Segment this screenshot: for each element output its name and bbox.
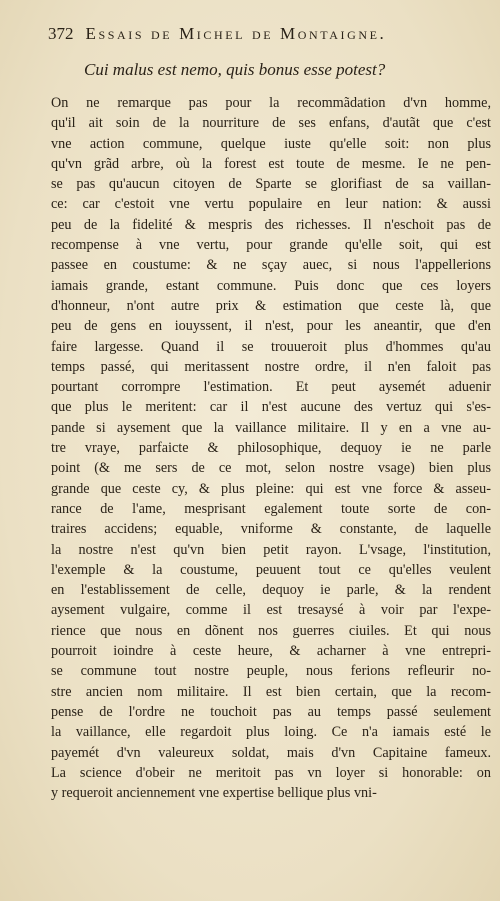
- text-line: faire largesse. Quand il se trouueroit plus d'hommes qu'au: [51, 338, 491, 355]
- text-line: pande si aysement que la vaillance militaire. Il y en a vne au-: [51, 419, 491, 436]
- latin-epigraph: Cui malus est nemo, quis bonus esse potest?: [84, 60, 386, 79]
- text-line: La science d'obeir ne meritoit pas vn loyer si honorable: on: [51, 764, 491, 781]
- page-header: [48, 24, 468, 44]
- text-line: aysement vulgaire, comme il est tresaysé à voir par l'expe-: [51, 602, 491, 619]
- text-line: la vaillance, elle regardoit plus loing. Ce n'a iamais esté le: [51, 724, 491, 741]
- text-line: en l'establissement de celle, dequoy ie parle, & la rendent: [51, 582, 491, 599]
- text-line: passee en coustume: & ne sçay auec, si nous l'appellerions: [51, 257, 491, 274]
- text-line: rience que nous en dõnent nos guerres ciuiles. Et qui nous: [51, 622, 491, 639]
- text-line: point (& me sers de ce mot, selon nostre vsage) bien plus: [51, 460, 491, 477]
- text-line: se commune tout nostre peuple, nous ferions refleurir no-: [51, 663, 491, 680]
- text-line: peu de gens en iouyssent, il n'est, pour les aneantir, que d'en: [51, 318, 491, 335]
- text-line: On ne remarque pas pour la recommãdation d'vn homme,: [51, 95, 491, 111]
- text-line: pourtant corrompre l'estimation. Et peut aysemét aduenir: [51, 379, 491, 396]
- text-line: pourroit ioindre à ceste heure, & acharner à vne entrepri-: [51, 643, 491, 660]
- running-head: Essais de Michel de Montaigne.: [85, 24, 387, 43]
- text-line: ce: car c'estoit vne vertu populaire en leur nation: & aussi: [51, 196, 491, 213]
- page-number: 372: [48, 24, 74, 43]
- text-line: stre ancien nom militaire. Il est bien certain, que la recom-: [51, 683, 491, 700]
- text-line: pense de l'ordre ne touchoit pas au temps passé seulement: [51, 703, 491, 720]
- text-line: qu'vn grãd arbre, où la forest est toute de mesme. Ie ne pen-: [51, 155, 491, 172]
- text-line: payemét d'vn valeureux soldat, mais d'vn Capitaine fameux.: [51, 744, 491, 761]
- text-line: iamais grande, estant commune. Puis donc que ces loyers: [51, 277, 491, 294]
- text-line: d'honneur, n'ont autre prix & estimation que ceste là, que: [51, 297, 491, 314]
- text-line: peu de la fidelité & mespris des richesses. Il n'eschoit pas de: [51, 216, 491, 233]
- text-line: la nostre n'est qu'vn bien petit rayon. L'vsage, l'institution,: [51, 541, 491, 558]
- text-line: recompense à vne vertu, pour grande qu'elle soit, qui est: [51, 237, 491, 254]
- text-line: traires accidens; equable, vniforme & constante, de laquelle: [51, 521, 491, 538]
- text-line: tre vraye, parfaicte & philosophique, dequoy ie ne parle: [51, 440, 491, 457]
- text-line: l'exemple & la coustume, peuuent tout ce qu'elles veulent: [51, 561, 491, 578]
- body-text: [51, 93, 491, 803]
- text-line: temps passé, qui meritassent nostre ordre, il n'en faloit pas: [51, 358, 491, 375]
- text-line: que plus le meritent: car il n'est aucune des vertuz qui s'es-: [51, 399, 491, 416]
- text-line: se pas qu'aucun citoyen de Sparte se glorifiast de sa vaillan-: [51, 176, 491, 193]
- text-line: qu'il ait soin de la nourriture de ses enfans, d'autãt que c'est: [51, 115, 491, 132]
- text-line: y requeroit anciennement vne expertise bellique plus vni-: [51, 785, 377, 802]
- text-line: vne action commune, quelque iuste qu'elle soit: non plus: [51, 135, 491, 152]
- text-line: grande que ceste cy, & plus pleine: qui est vne force & asseu-: [51, 480, 491, 497]
- text-line: rance de l'ame, mesprisant egalement toute sorte de con-: [51, 500, 491, 517]
